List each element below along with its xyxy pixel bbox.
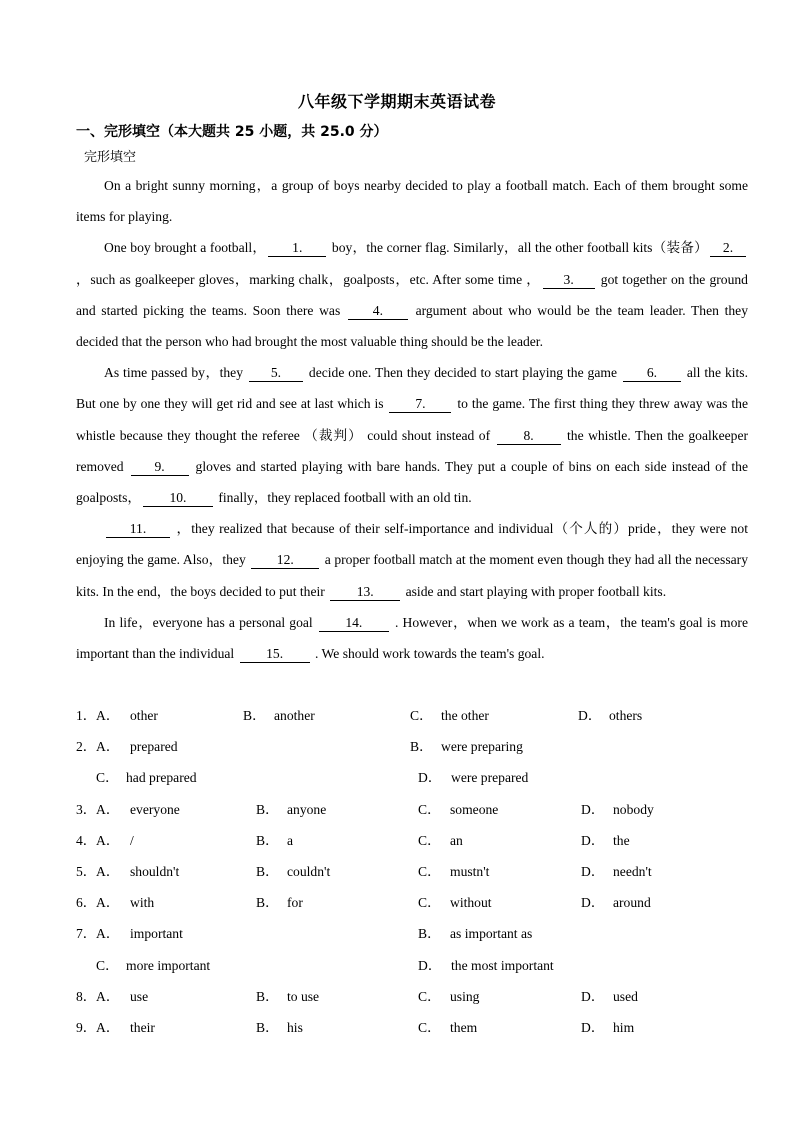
option-c[interactable]: the other	[441, 708, 489, 723]
option-letter: B．	[418, 926, 441, 942]
blank-7[interactable]: 7.	[389, 396, 451, 413]
blank-11[interactable]: 11.	[106, 521, 170, 538]
text-fragment: ，such as goalkeeper gloves，marking chalk，goalposts，etc. After some time ，	[76, 271, 541, 287]
option-letter: A．	[96, 895, 120, 911]
option-letter: D．	[581, 801, 605, 817]
paragraph-3	[76, 357, 748, 513]
blank-4[interactable]: 4.	[348, 303, 408, 320]
option-b[interactable]: were preparing	[441, 739, 523, 755]
question-number: 2．	[76, 739, 97, 755]
option-letter: D．	[581, 1019, 605, 1035]
cloze-passage	[76, 170, 748, 669]
question-row	[76, 918, 756, 949]
blank-9[interactable]: 9.	[131, 459, 189, 476]
question-number: 7．	[76, 926, 97, 942]
option-c[interactable]: someone	[450, 801, 499, 817]
text-fragment: decide one. Then they decided to start playing the game	[304, 365, 621, 381]
option-letter: A．	[96, 863, 120, 879]
option-c[interactable]: using	[450, 988, 480, 1004]
option-a[interactable]: with	[130, 895, 155, 911]
option-letter: A．	[96, 1019, 120, 1035]
question-row	[76, 887, 756, 918]
option-b[interactable]: another	[274, 708, 315, 723]
option-d[interactable]: needn't	[613, 863, 652, 879]
text-fragment: a proper football match at the moment even though they had all the necessary kits. In the end，the boys decided to put their	[76, 552, 748, 599]
option-letter: B．	[256, 988, 279, 1004]
blank-14[interactable]: 14.	[319, 615, 389, 632]
text-fragment: . We should work towards the team's goal.	[311, 646, 545, 662]
text-fragment: got together on the ground and started picking the teams. Soon there was	[76, 271, 748, 318]
option-letter: B．	[243, 708, 266, 723]
option-d[interactable]: nobody	[613, 801, 654, 817]
question-row	[76, 981, 756, 1012]
text-fragment: finally，they replaced football with an old tin.	[214, 490, 472, 506]
option-letter: A．	[96, 708, 120, 723]
option-b[interactable]: couldn't	[287, 863, 331, 879]
text-fragment: argument about who would be the team leader. Then they decided that the person who had brought the most valuable thing should be the leader.	[76, 302, 748, 350]
text-fragment: boy，the corner flag. Similarly，all the other football kits（装备）	[328, 240, 708, 256]
option-letter: D．	[581, 863, 605, 879]
option-letter: D．	[581, 988, 605, 1004]
option-d[interactable]: the most important	[451, 957, 554, 973]
option-a[interactable]: prepared	[130, 739, 178, 755]
option-letter: D．	[581, 832, 605, 848]
option-letter: D．	[418, 770, 442, 786]
option-letter: C．	[418, 801, 441, 817]
question-number: 3．	[76, 801, 97, 817]
text-fragment: all the kits. But one by one they will get rid and see at last which is	[76, 365, 748, 412]
option-letter: D．	[581, 895, 605, 911]
option-b[interactable]: to use	[287, 988, 320, 1004]
option-letter: B．	[256, 895, 279, 911]
text-fragment: One boy brought a football，	[104, 240, 267, 256]
question-number: 8．	[76, 988, 97, 1004]
option-a[interactable]: their	[130, 1019, 155, 1035]
option-letter: C．	[96, 770, 119, 786]
option-a[interactable]: other	[130, 708, 158, 723]
option-b[interactable]: a	[287, 832, 294, 848]
paragraph-4	[76, 513, 748, 607]
question-row	[76, 794, 756, 825]
blank-6[interactable]: 6.	[623, 365, 681, 382]
option-letter: C．	[418, 863, 441, 879]
page-title: 八年级下学期期末英语试卷	[297, 92, 496, 111]
blank-2[interactable]: 2.	[710, 240, 746, 257]
text-fragment: to the game. The first thing they threw away was the whistle because they thought the referee （裁判） could shout instead of	[76, 396, 748, 443]
option-d[interactable]: were prepared	[451, 770, 529, 786]
blank-1[interactable]: 1.	[268, 240, 326, 257]
blank-12[interactable]: 12.	[251, 552, 319, 569]
option-letter: C．	[418, 832, 441, 848]
option-letter: B．	[256, 863, 279, 879]
option-letter: A．	[96, 832, 120, 848]
paragraph-2	[76, 232, 748, 357]
paragraph-1: On a bright sunny morning，a group of boys nearby decided to play a football match. Each of them brought some items for playing.	[76, 178, 748, 225]
option-d[interactable]: the	[613, 832, 630, 848]
text-fragment: . However，when we work as a team，the team's goal is more important than the individual	[76, 614, 748, 662]
option-c[interactable]: mustn't	[450, 863, 490, 879]
option-a[interactable]: shouldn't	[130, 863, 180, 879]
option-d[interactable]: used	[613, 988, 638, 1004]
option-letter: D．	[578, 708, 602, 723]
option-letter: A．	[96, 988, 120, 1004]
text-fragment: In life，everyone has a personal goal	[104, 614, 317, 630]
text-fragment: As time passed by，they	[104, 365, 247, 381]
option-a[interactable]: use	[130, 988, 149, 1004]
option-letter: A．	[96, 926, 120, 942]
option-b[interactable]: his	[287, 1019, 303, 1035]
question-row	[76, 856, 756, 887]
option-letter: B．	[256, 832, 279, 848]
option-letter: A．	[96, 801, 120, 817]
option-letter: C．	[418, 895, 441, 911]
option-letter: D．	[418, 957, 442, 973]
question-number: 4．	[76, 832, 97, 848]
option-letter: C．	[410, 708, 433, 723]
question-number: 9．	[76, 1019, 97, 1035]
option-letter: B．	[256, 1019, 279, 1035]
blank-3[interactable]: 3.	[543, 272, 595, 289]
blank-10[interactable]: 10.	[143, 490, 213, 507]
option-c[interactable]: an	[450, 832, 463, 848]
option-c[interactable]: had prepared	[126, 770, 197, 786]
question-number: 1．	[76, 708, 97, 723]
option-d[interactable]: him	[613, 1019, 635, 1035]
section-heading: 一、完形填空（本大题共 25 小题，共 25.0 分）	[76, 124, 388, 140]
question-row-continued	[76, 762, 756, 793]
question-row	[76, 825, 756, 856]
question-number: 6．	[76, 895, 97, 911]
option-letter: B．	[410, 739, 433, 755]
text-fragment: the whistle. Then the goalkeeper removed	[76, 427, 748, 474]
question-row	[76, 1012, 756, 1043]
option-letter: B．	[256, 801, 279, 817]
answer-options	[76, 700, 756, 1043]
option-c[interactable]: without	[450, 895, 492, 911]
option-b[interactable]: anyone	[287, 801, 327, 817]
option-b[interactable]: as important as	[450, 926, 533, 942]
text-fragment: aside and start playing with proper football kits.	[402, 583, 667, 599]
option-letter: C．	[96, 957, 119, 973]
question-row-continued	[76, 950, 756, 981]
question-row	[76, 700, 756, 731]
option-letter: C．	[418, 988, 441, 1004]
option-letter: C．	[418, 1019, 441, 1035]
blank-8[interactable]: 8.	[497, 428, 561, 445]
option-d[interactable]: around	[613, 895, 651, 911]
question-row	[76, 731, 756, 762]
sub-heading: 完形填空	[84, 150, 137, 165]
blank-5[interactable]: 5.	[249, 365, 303, 382]
option-d[interactable]: others	[609, 708, 643, 723]
text-fragment: ，they realized that because of their self-importance and individual（个人的）pride，they were not enjoying the game. Also，they	[76, 521, 748, 568]
paragraph-5	[76, 607, 748, 669]
option-a[interactable]: important	[130, 926, 183, 942]
option-c[interactable]: them	[450, 1019, 478, 1035]
option-a[interactable]: /	[130, 832, 134, 848]
option-letter: A．	[96, 739, 120, 755]
blank-15[interactable]: 15.	[240, 646, 310, 663]
option-c[interactable]: more important	[126, 957, 211, 973]
question-number: 5．	[76, 863, 97, 879]
option-a[interactable]: everyone	[130, 801, 180, 817]
text-fragment: gloves and started playing with bare hands. They put a couple of bins on each side instead of the goalposts，	[76, 458, 748, 506]
option-b[interactable]: for	[287, 895, 303, 911]
blank-13[interactable]: 13.	[330, 584, 400, 601]
